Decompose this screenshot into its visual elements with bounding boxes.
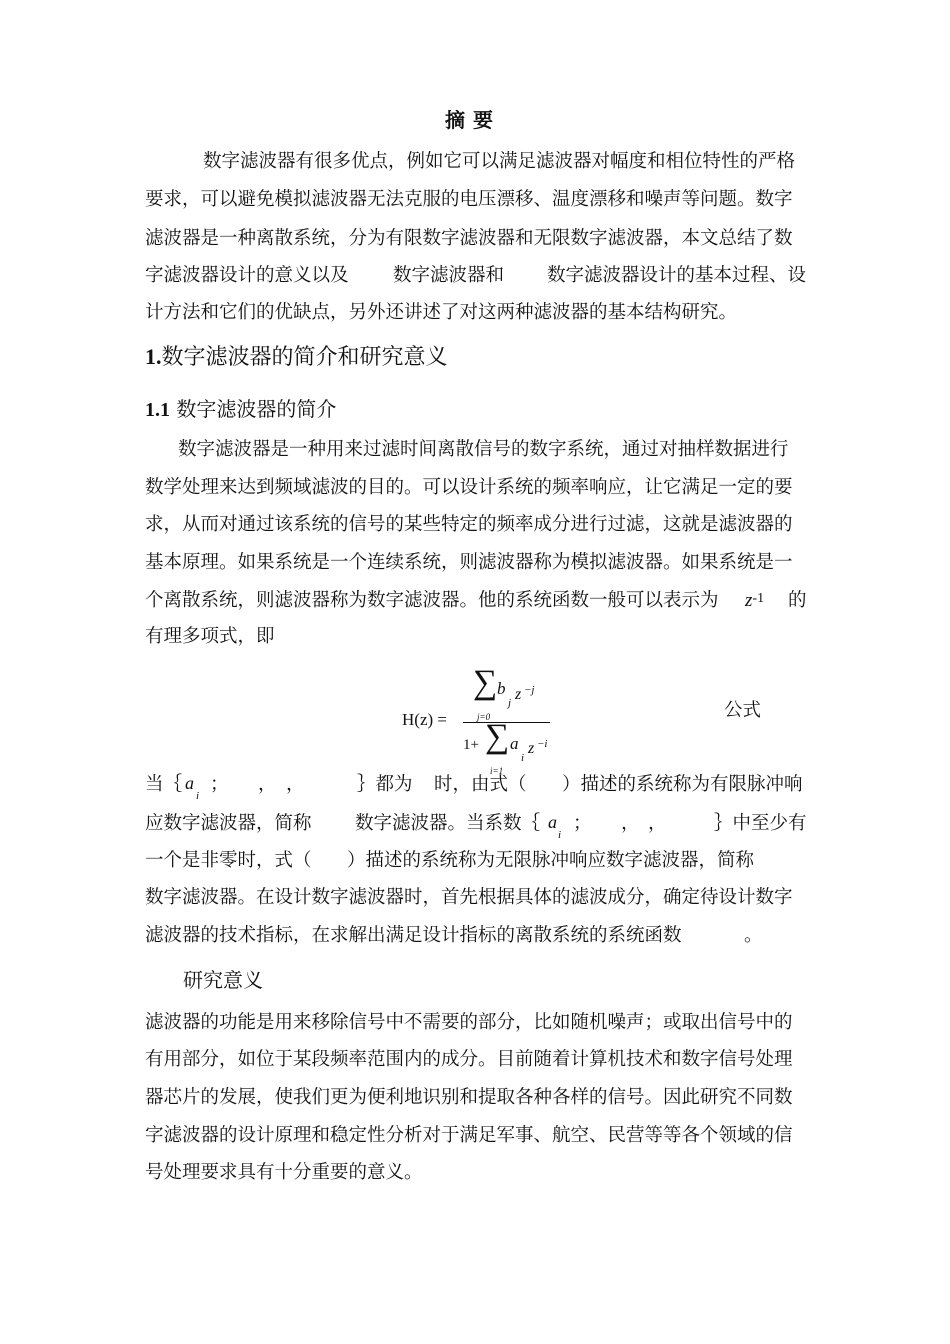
- denominator-sum-lower: i=1: [490, 766, 504, 776]
- abstract-line-1: 数字滤波器有很多优点，例如它可以满足滤波器对幅度和相位特性的严格: [203, 151, 796, 172]
- sum-symbol-denominator: ∑: [485, 718, 510, 755]
- fir-line-2e: ，: [648, 813, 667, 834]
- abstract-title: 摘要: [445, 108, 501, 132]
- abstract-line-5: 计方法和它们的优缺点，另外还讲述了对这两种滤波器的基本结构研究。: [145, 302, 738, 323]
- intro-line-5-end: 的: [788, 590, 807, 611]
- fir-line-2d: ，: [621, 813, 640, 834]
- fir-line-1-a-sub: i: [196, 790, 200, 802]
- denominator-exp: −i: [537, 738, 548, 750]
- fir-line-1-a: a: [185, 773, 194, 793]
- intro-line-5: 个离散系统，则滤波器称为数字滤波器。他的系统函数一般可以表示为: [145, 590, 719, 611]
- design-line-5b: 。: [744, 925, 763, 946]
- fir-line-1d: ，: [286, 774, 305, 795]
- numerator-exp: −j: [524, 684, 535, 696]
- fir-line-2a: 应数字滤波器，简称: [145, 813, 312, 834]
- section-1-1-number: 1.1: [145, 399, 170, 421]
- section-1-heading: [145, 340, 448, 371]
- intro-line-4: 基本原理。如果系统是一个连续系统，则滤波器称为模拟滤波器。如果系统是一: [145, 552, 793, 573]
- iir-line-3b: ）描述的系统称为无限脉冲响应数字滤波器，简称: [347, 850, 755, 871]
- fir-line-1f: 时，由式（: [434, 774, 527, 795]
- fir-line-1e: ｝都为: [357, 774, 413, 795]
- fir-line-2-a-sub: i: [558, 829, 562, 841]
- fir-line-1g: ）描述的系统称为有限脉冲响: [562, 774, 803, 795]
- formula-label: 公式: [724, 700, 762, 721]
- fir-line-1b: ；: [210, 774, 229, 795]
- denominator-z: z: [528, 740, 535, 757]
- fir-line-1c: ，: [258, 774, 277, 795]
- abstract-line-4a: 字滤波器设计的意义以及: [145, 265, 349, 286]
- formula-lhs: H(z) =: [402, 710, 447, 729]
- denominator-a: a: [510, 734, 519, 753]
- abstract-line-2: 要求，可以避免模拟滤波器无法克服的电压漂移、温度漂移和噪声等问题。数字: [145, 189, 793, 210]
- sum-symbol-numerator: ∑: [473, 664, 498, 701]
- section-1-number: 1.: [145, 344, 162, 369]
- design-line-5a: 滤波器的技术指标，在求解出满足设计指标的离散系统的系统函数: [145, 925, 682, 946]
- research-line-5: 号处理要求具有十分重要的意义。: [145, 1162, 423, 1183]
- fir-line-2-a: a: [548, 812, 557, 832]
- denominator-a-sub: i: [521, 752, 525, 764]
- fir-line-2c: ；: [573, 813, 592, 834]
- fir-line-1a: 当｛: [145, 774, 183, 795]
- intro-line-1: 数字滤波器是一种用来过滤时间离散信号的数字系统，通过对抽样数据进行: [178, 439, 789, 460]
- section-1-1-title: 数字滤波器的简介: [176, 397, 337, 421]
- section-1-title: 数字滤波器的简介和研究意义: [161, 345, 448, 370]
- numerator-b: b: [497, 679, 506, 698]
- z-inverse: $z^{-1}$: [745, 590, 765, 611]
- abstract-line-4c: 数字滤波器设计的基本过程、设: [547, 265, 807, 286]
- fir-line-2b: 数字滤波器。当系数｛: [355, 813, 541, 834]
- intro-line-3: 求，从而对通过该系统的信号的某些特定的频率成分进行过滤，这就是滤波器的: [145, 514, 793, 535]
- research-line-2: 有用部分，如位于某段频率范围内的成分。目前随着计算机技术和数字信号处理: [145, 1049, 793, 1070]
- research-line-3: 器芯片的发展，使我们更为便利地识别和提取各种各样的信号。因此研究不同数: [145, 1087, 793, 1108]
- section-1-1-heading: [145, 393, 336, 422]
- iir-line-3a: 一个是非零时，式（: [145, 850, 312, 871]
- research-line-1: 滤波器的功能是用来移除信号中不需要的部分，比如随机噪声；或取出信号中的: [145, 1012, 793, 1033]
- design-line-4: 数字滤波器。在设计数字滤波器时，首先根据具体的滤波成分，确定待设计数字: [145, 887, 793, 908]
- numerator-b-sub: j: [508, 697, 512, 709]
- intro-line-6: 有理多项式，即: [145, 626, 275, 647]
- denominator-one: 1+: [463, 737, 479, 753]
- fir-line-2f: ｝中至少有: [714, 813, 807, 834]
- research-heading: 研究意义: [183, 968, 263, 992]
- intro-line-2: 数学处理来达到频域滤波的目的。可以设计系统的频率响应，让它满足一定的要: [145, 477, 793, 498]
- numerator-sum-lower: j=0: [477, 712, 491, 722]
- abstract-line-3: 滤波器是一种离散系统，分为有限数字滤波器和无限数字滤波器，本文总结了数: [145, 228, 793, 249]
- research-line-4: 字滤波器的设计原理和稳定性分析对于满足军事、航空、民营等等各个领域的信: [145, 1125, 793, 1146]
- numerator-z: z: [515, 686, 522, 703]
- abstract-line-4b: 数字滤波器和: [393, 265, 505, 286]
